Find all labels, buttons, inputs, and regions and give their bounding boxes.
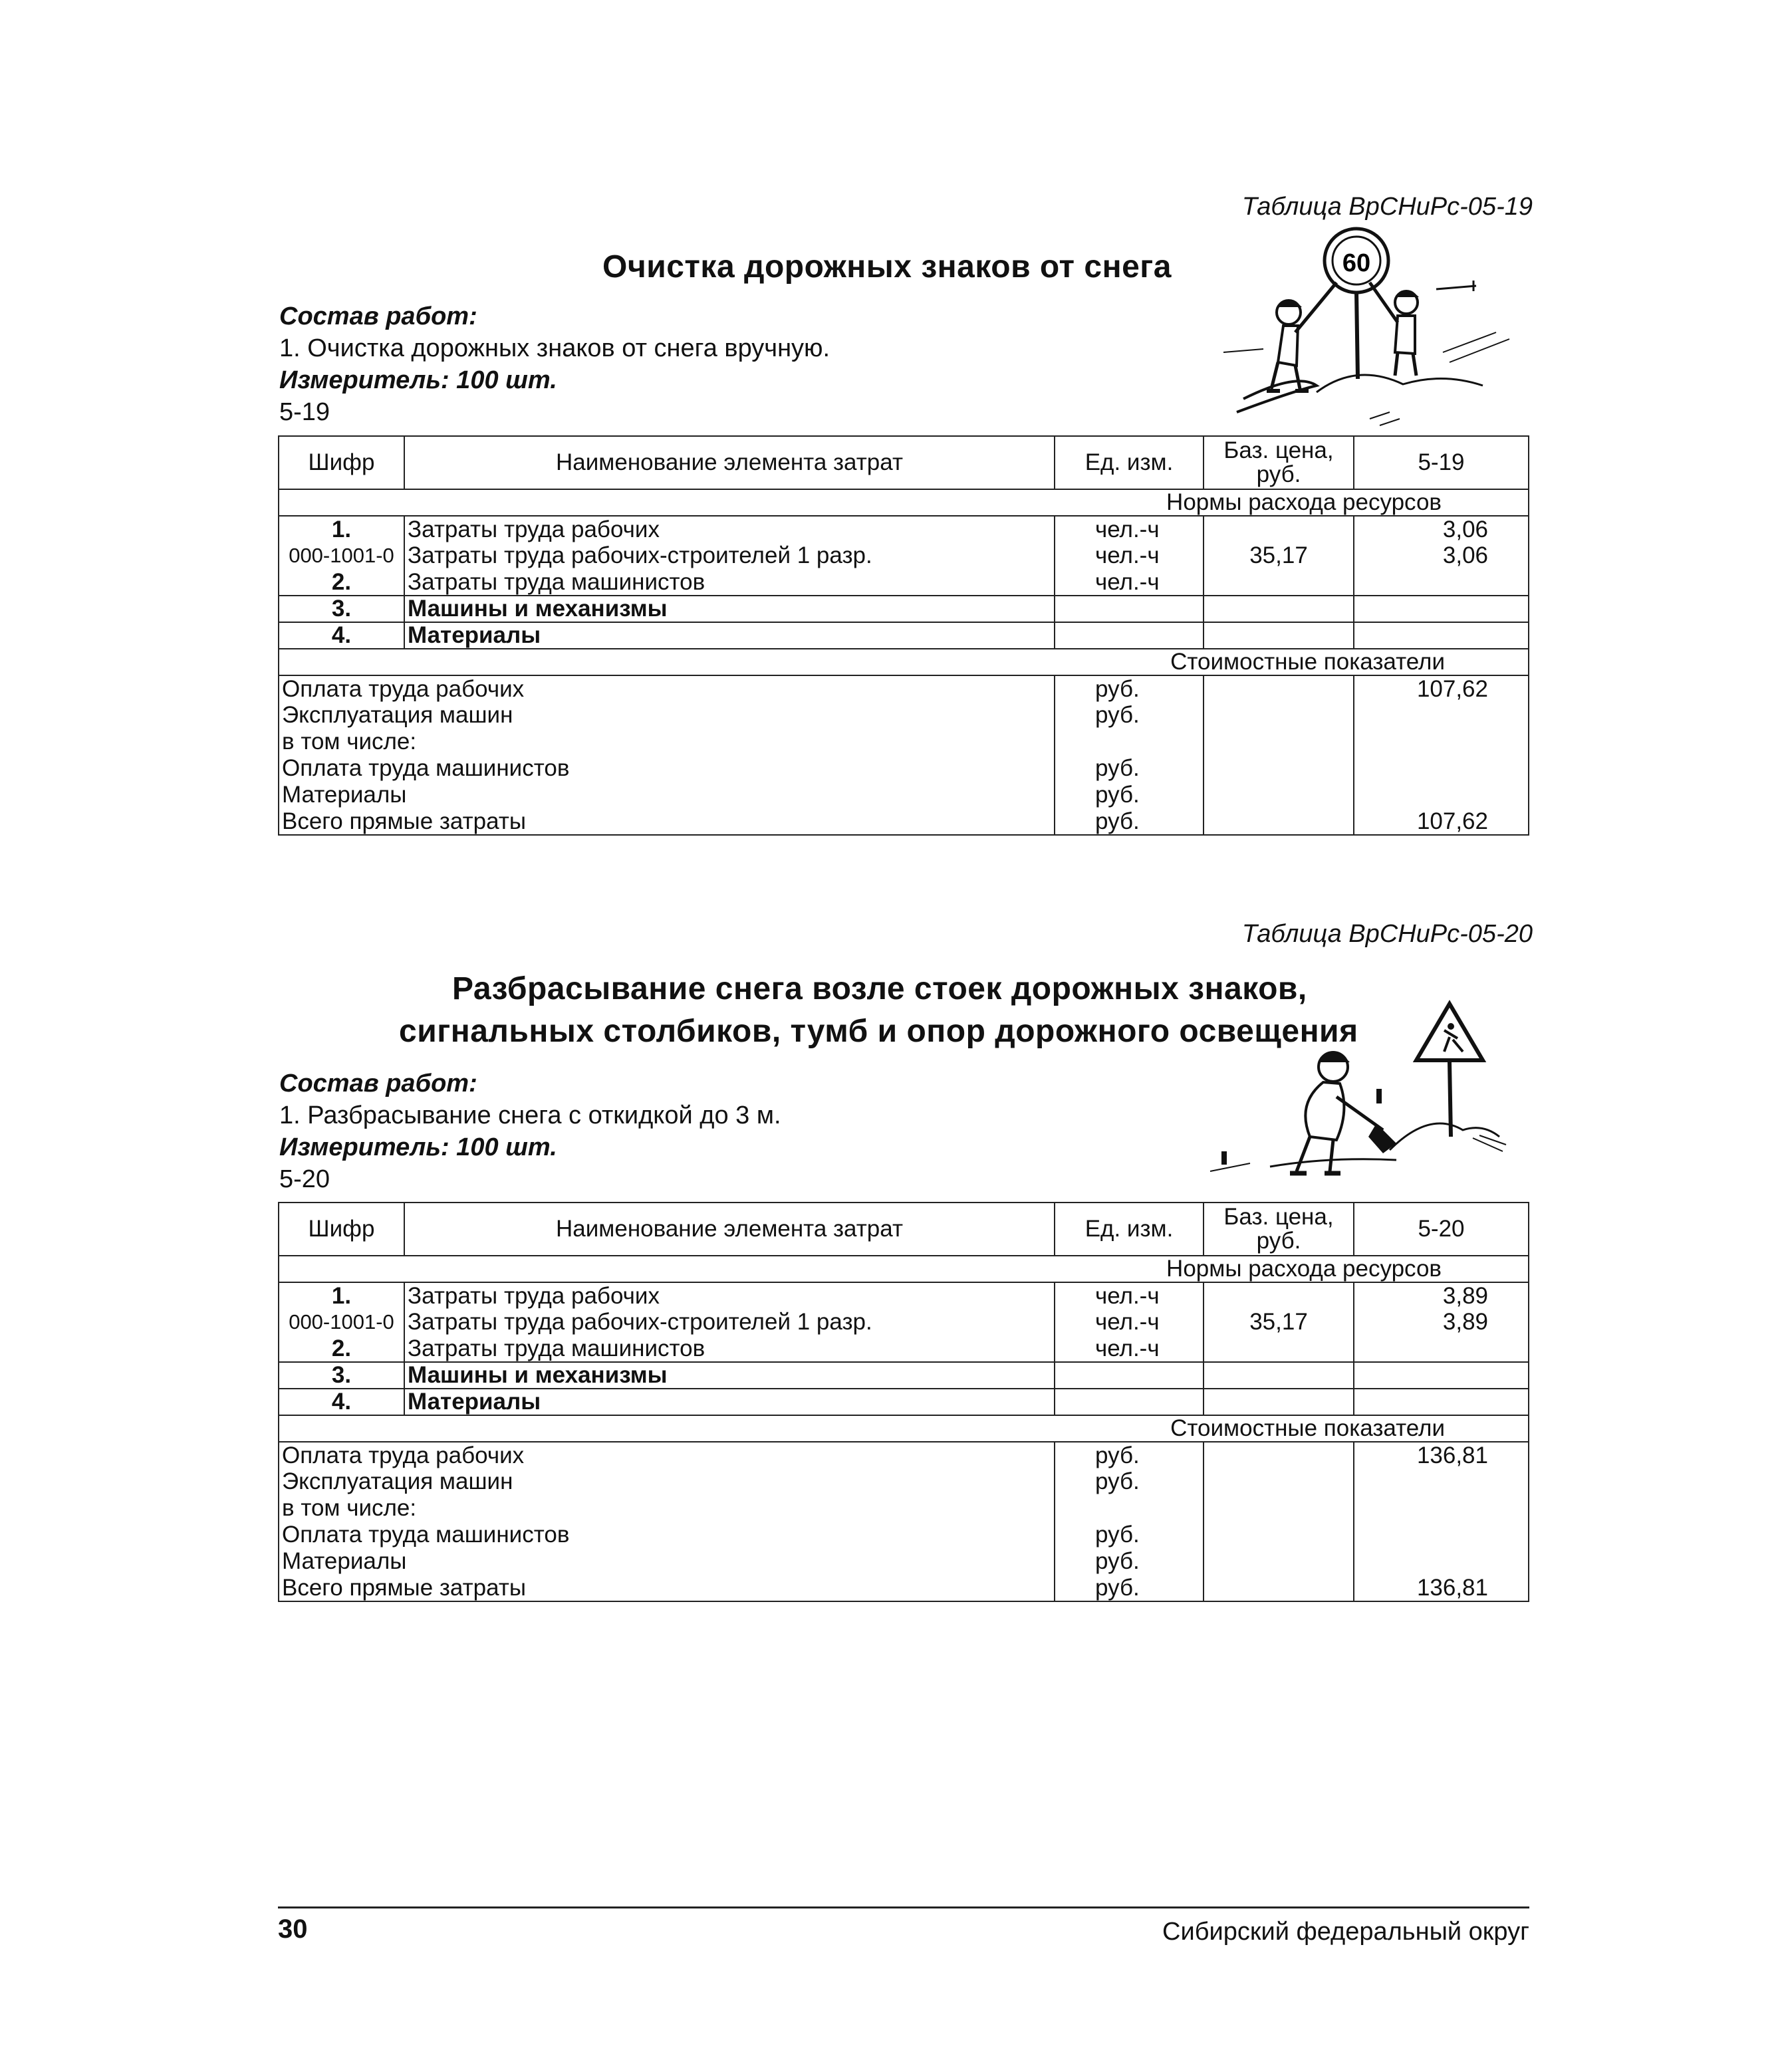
section-title: Очистка дорожных знаков от снега	[602, 249, 1172, 285]
cost-row-price	[1204, 782, 1354, 808]
row-code: 2.	[279, 1335, 404, 1362]
page-number: 30	[278, 1914, 308, 1944]
cost-row-unit: руб.	[1055, 702, 1204, 729]
cost-row-price	[1204, 675, 1354, 702]
header-code: 5-20	[1354, 1203, 1529, 1256]
cost-row-name: Оплата труда рабочих	[279, 1442, 1055, 1468]
norms-heading: Нормы расхода ресурсов	[279, 489, 1529, 516]
table-code: 5-19	[279, 398, 330, 426]
row-value	[1354, 596, 1529, 622]
work-composition-label: Состав работ:	[279, 1070, 477, 1097]
header-price: Баз. цена, руб.	[1204, 1203, 1354, 1256]
cost-row-unit: руб.	[1055, 1468, 1204, 1495]
work-composition	[279, 1068, 781, 1195]
cost-row-price	[1204, 1468, 1354, 1495]
cost-row-name: Всего прямые затраты	[279, 1575, 1055, 1601]
row-unit	[1055, 596, 1204, 622]
row-unit: чел.-ч	[1055, 542, 1204, 569]
row-value: 3,06	[1354, 516, 1529, 542]
table-label: Таблица ВрСНиРс-05-20	[1241, 920, 1533, 948]
row-value: 3,89	[1354, 1309, 1529, 1335]
row-name: Затраты труда рабочих	[404, 516, 1055, 542]
header-unit: Ед. изм.	[1055, 436, 1204, 489]
row-value	[1354, 1362, 1529, 1389]
cost-row-unit: руб.	[1055, 1442, 1204, 1468]
sign-number: 60	[1342, 249, 1371, 277]
cost-row-unit: руб.	[1055, 675, 1204, 702]
cost-row-name: Оплата труда машинистов	[279, 1522, 1055, 1548]
cost-row-name: Материалы	[279, 782, 1055, 808]
row-value: 3,06	[1354, 542, 1529, 569]
row-price: 35,17	[1204, 542, 1354, 569]
cost-heading: Стоимостные показатели	[279, 649, 1529, 675]
row-name: Материалы	[404, 622, 1055, 649]
row-price	[1204, 569, 1354, 596]
cost-row-name: Эксплуатация машин	[279, 702, 1055, 729]
header-unit: Ед. изм.	[1055, 1203, 1204, 1256]
work-composition-item: 1. Разбрасывание снега с откидкой до 3 м.	[279, 1101, 781, 1129]
cost-row-name: Всего прямые затраты	[279, 808, 1055, 835]
row-code: 4.	[279, 1389, 404, 1415]
cost-row-value	[1354, 782, 1529, 808]
cost-row-value	[1354, 1468, 1529, 1495]
row-unit: чел.-ч	[1055, 1309, 1204, 1335]
measure-unit: Измеритель: 100 шт.	[279, 366, 557, 394]
section-title-line1: Разбрасывание снега возле стоек дорожных знаков,	[452, 971, 1307, 1006]
cost-row-value	[1354, 1548, 1529, 1575]
header-code: 5-19	[1354, 436, 1529, 489]
cost-heading: Стоимостные показатели	[279, 1415, 1529, 1442]
worker-shoveling-snow-illustration	[1197, 997, 1516, 1190]
cost-row-value: 136,81	[1354, 1442, 1529, 1468]
cost-row-price	[1204, 1522, 1354, 1548]
cost-row-price	[1204, 1442, 1354, 1468]
row-name: Машины и механизмы	[404, 1362, 1055, 1389]
cost-row-price	[1204, 755, 1354, 782]
row-unit	[1055, 1389, 1204, 1415]
cost-row-name: Оплата труда машинистов	[279, 755, 1055, 782]
row-value	[1354, 1335, 1529, 1362]
cost-row-price	[1204, 702, 1354, 729]
row-code: 2.	[279, 569, 404, 596]
cost-row-price	[1204, 1495, 1354, 1522]
row-value: 3,89	[1354, 1282, 1529, 1309]
cost-row-unit: руб.	[1055, 1575, 1204, 1601]
cost-row-unit: руб.	[1055, 755, 1204, 782]
cost-row-name: в том числе:	[279, 1495, 1055, 1522]
header-name: Наименование элемента затрат	[404, 1203, 1055, 1256]
row-code: 1.	[279, 516, 404, 542]
footer-divider	[278, 1906, 1529, 1908]
row-price	[1204, 596, 1354, 622]
footer-region: Сибирский федеральный округ	[1162, 1918, 1529, 1946]
cost-row-name: Эксплуатация машин	[279, 1468, 1055, 1495]
row-price	[1204, 1335, 1354, 1362]
workers-cleaning-sign-illustration	[1217, 219, 1529, 445]
row-unit: чел.-ч	[1055, 1335, 1204, 1362]
row-price	[1204, 622, 1354, 649]
row-unit	[1055, 1362, 1204, 1389]
row-value	[1354, 1389, 1529, 1415]
row-code: 3.	[279, 596, 404, 622]
header-price: Баз. цена, руб.	[1204, 436, 1354, 489]
cost-row-price	[1204, 1548, 1354, 1575]
cost-row-unit	[1055, 1495, 1204, 1522]
row-price	[1204, 1282, 1354, 1309]
cost-row-unit: руб.	[1055, 1548, 1204, 1575]
row-name: Затраты труда рабочих-строителей 1 разр.	[404, 542, 1055, 569]
row-code: 3.	[279, 1362, 404, 1389]
cost-table	[278, 435, 1529, 836]
row-name: Затраты труда рабочих	[404, 1282, 1055, 1309]
row-price	[1204, 1362, 1354, 1389]
row-unit: чел.-ч	[1055, 516, 1204, 542]
row-value	[1354, 622, 1529, 649]
cost-row-value	[1354, 1495, 1529, 1522]
cost-row-value: 107,62	[1354, 808, 1529, 835]
cost-row-value	[1354, 755, 1529, 782]
cost-row-value	[1354, 1522, 1529, 1548]
row-code: 000-1001-0	[279, 1309, 404, 1335]
cost-row-value	[1354, 729, 1529, 755]
row-code: 1.	[279, 1282, 404, 1309]
table-label: Таблица ВрСНиРс-05-19	[1241, 193, 1533, 221]
cost-row-price	[1204, 1575, 1354, 1601]
header-shifr: Шифр	[279, 1203, 404, 1256]
section-title-line2: сигнальных столбиков, тумб и опор дорожного освещения	[399, 1014, 1358, 1049]
work-composition	[279, 300, 830, 428]
cost-row-value: 107,62	[1354, 675, 1529, 702]
row-price: 35,17	[1204, 1309, 1354, 1335]
row-value	[1354, 569, 1529, 596]
cost-row-value: 136,81	[1354, 1575, 1529, 1601]
work-composition-label: Состав работ:	[279, 302, 477, 330]
table-code: 5-20	[279, 1165, 330, 1193]
norms-heading: Нормы расхода ресурсов	[279, 1256, 1529, 1282]
cost-row-unit: руб.	[1055, 808, 1204, 835]
work-composition-item: 1. Очистка дорожных знаков от снега вручную.	[279, 334, 830, 362]
cost-row-value	[1354, 702, 1529, 729]
row-name: Затраты труда машинистов	[404, 569, 1055, 596]
header-shifr: Шифр	[279, 436, 404, 489]
row-name: Материалы	[404, 1389, 1055, 1415]
row-name: Затраты труда рабочих-строителей 1 разр.	[404, 1309, 1055, 1335]
row-name: Затраты труда машинистов	[404, 1335, 1055, 1362]
cost-row-name: Оплата труда рабочих	[279, 675, 1055, 702]
cost-row-unit: руб.	[1055, 782, 1204, 808]
row-code: 4.	[279, 622, 404, 649]
row-unit: чел.-ч	[1055, 569, 1204, 596]
measure-unit: Измеритель: 100 шт.	[279, 1133, 557, 1161]
row-unit: чел.-ч	[1055, 1282, 1204, 1309]
row-price	[1204, 516, 1354, 542]
row-code: 000-1001-0	[279, 542, 404, 569]
row-price	[1204, 1389, 1354, 1415]
cost-row-price	[1204, 729, 1354, 755]
cost-row-price	[1204, 808, 1354, 835]
header-name: Наименование элемента затрат	[404, 436, 1055, 489]
row-name: Машины и механизмы	[404, 596, 1055, 622]
cost-table	[278, 1202, 1529, 1602]
cost-row-unit: руб.	[1055, 1522, 1204, 1548]
row-unit	[1055, 622, 1204, 649]
cost-row-name: Материалы	[279, 1548, 1055, 1575]
cost-row-unit	[1055, 729, 1204, 755]
cost-row-name: в том числе:	[279, 729, 1055, 755]
